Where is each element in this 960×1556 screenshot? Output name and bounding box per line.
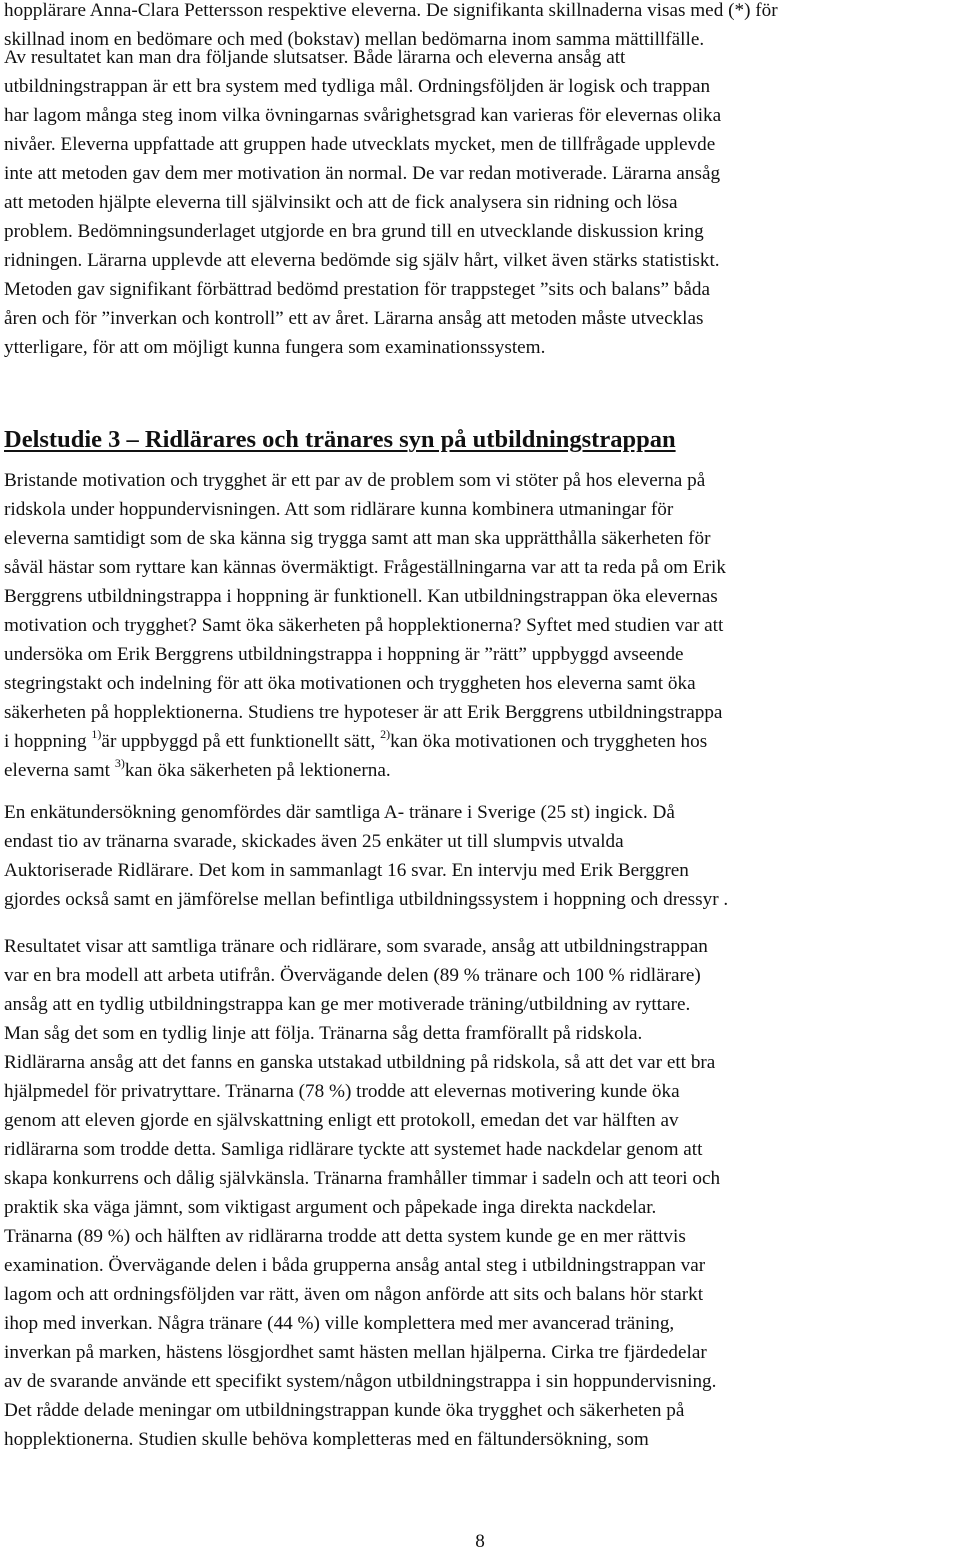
hypothesis-line <box>4 756 954 785</box>
text-line: utbildningstrappan är ett bra system med tydliga mål. Ordningsföljden är logisk och trappan <box>4 76 711 97</box>
text-line: stegringstakt och indelning för att öka motivationen och tryggheten hos eleverna samt öka <box>4 673 696 694</box>
text-line: praktik ska väga jämnt, som viktigast argument och påpekade inga direkta nackdelar. <box>4 1197 657 1218</box>
text-line: inte att metoden gav dem mer motivation än normal. De var redan motiverade. Lärarna ansåg <box>4 163 721 184</box>
hypothesis-line <box>4 727 954 756</box>
text-line: Resultatet visar att samtliga tränare och ridlärare, som svarade, ansåg att utbildningstrappan <box>4 936 708 957</box>
hypothesis-marker-1: 1) <box>91 726 102 741</box>
text-line: inverkan på marken, hästens lösgjordhet samt hästen mellan hjälperna. Cirka tre fjärdedelar <box>4 1342 707 1363</box>
text-line: säkerheten på hopplektionerna. Studiens tre hypoteser är att Erik Berggrens utbildningstrappa <box>4 702 723 723</box>
text-line: Tränarna (89 %) och hälften av ridlärarna trodde att detta system kunde ge en mer rättvis <box>4 1226 686 1247</box>
text-line: ansåg att en tydlig utbildningstrappa kan ge mer motiverade träning/utbildning av ryttare. <box>4 994 691 1015</box>
text-line: skapa konkurrens och dålig självkänsla. Tränarna framhåller timmar i sadeln och att teori och <box>4 1168 721 1189</box>
text-line: gjordes också samt en jämförelse mellan befintliga utbildningssystem i hoppning och dressyr . <box>4 889 729 910</box>
text-line: Bristande motivation och trygghet är ett par av de problem som vi stöter på hos eleverna på <box>4 470 706 491</box>
text-line: ytterligare, för att om möjligt kunna fungera som examinationssystem. <box>4 337 546 358</box>
text-line: nivåer. Eleverna uppfattade att gruppen hade utvecklats mycket, men de tillfrågade upplevde <box>4 134 716 155</box>
text-line: problem. Bedömningsunderlaget utgjorde en bra grund till en utvecklande diskussion kring <box>4 221 704 242</box>
text-line: åren och för ”inverkan och kontroll” ett av året. Lärarna ansåg att metoden måste utvecklas <box>4 308 704 329</box>
text-fragment: är uppbyggd på ett funktionellt sätt, <box>101 731 381 752</box>
text-line: genom att eleven gjorde en självskattning enligt ett protokoll, emedan det var hälften av <box>4 1110 679 1131</box>
text-line: av de svarande använde ett specifikt system/någon utbildningstrappa i sin hoppundervisning. <box>4 1371 717 1392</box>
text-line: Ridlärarna ansåg att det fanns en ganska utstakad utbildning på ridskola, så att det var ett bra <box>4 1052 716 1073</box>
text-line: eleverna samtidigt som de ska känna sig trygga samt att man ska upprätthålla säkerheten för <box>4 528 711 549</box>
text-line: En enkätundersökning genomfördes där samtliga A- tränare i Sverige (25 st) ingick. Då <box>4 802 675 823</box>
text-fragment: i hoppning <box>4 731 92 752</box>
text-line: ihop med inverkan. Några tränare (44 %) ville komplettera med mer avancerad träning, <box>4 1313 675 1334</box>
text-line: lagom och att ordningsföljden var rätt, även om någon anförde att sits och balans hör starkt <box>4 1284 704 1305</box>
text-line: ridningen. Lärarna upplevde att eleverna bedömde sig själv hårt, vilket även stärks statistiskt. <box>4 250 720 271</box>
text-fragment: eleverna samt <box>4 760 115 781</box>
method-paragraph <box>4 798 954 914</box>
text-line: ridlärarna som trodde detta. Samliga ridlärare tyckte att systemet hade nackdelar genom att <box>4 1139 703 1160</box>
text-fragment: kan öka säkerheten på lektionerna. <box>124 760 391 781</box>
text-line: Man såg det som en tydlig linje att följa. Tränarna såg detta framförallt på ridskola. <box>4 1023 643 1044</box>
background-paragraph <box>4 466 954 785</box>
hypothesis-marker-2: 2) <box>380 726 391 741</box>
findings-paragraph <box>4 932 954 1454</box>
text-line: att metoden hjälpte eleverna till självinsikt och att de fick analysera sin ridning och lösa <box>4 192 678 213</box>
results-paragraph <box>4 43 954 362</box>
text-line: var en bra modell att arbeta utifrån. Övervägande delen (89 % tränare och 100 % ridlärare) <box>4 965 701 986</box>
page-number: 8 <box>475 1531 485 1552</box>
text-line: skillnad inom en bedömare och med (bokstav) mellan bedömarna inom samma mättillfälle. <box>4 29 705 50</box>
text-line: ridskola under hoppundervisningen. Att som ridlärare kunna kombinera utmaningar för <box>4 499 674 520</box>
text-line: hopplektionerna. Studien skulle behöva kompletteras med en fältundersökning, som <box>4 1429 649 1450</box>
text-line: Metoden gav signifikant förbättrad bedömd prestation för trappsteget ”sits och balans” båda <box>4 279 710 300</box>
text-line: hjälpmedel för privatryttare. Tränarna (78 %) trodde att elevernas motivering kunde öka <box>4 1081 680 1102</box>
text-line: endast tio av tränarna svarade, skickades även 25 enkäter ut till slumpvis utvalda <box>4 831 624 852</box>
text-line: hopplärare Anna-Clara Pettersson respektive eleverna. De signifikanta skillnaderna visas med (*) för <box>4 0 778 21</box>
section-heading-text: Delstudie 3 – Ridlärares och tränares syn på utbildningstrappan <box>4 426 676 453</box>
text-line: undersöka om Erik Berggrens utbildningstrappa i hoppning är ”rätt” uppbyggd avseende <box>4 644 684 665</box>
section-heading <box>4 423 676 457</box>
text-line: såväl hästar som ryttare kan kännas övermäktigt. Frågeställningarna var att ta reda på om Erik <box>4 557 726 578</box>
text-fragment: kan öka motivationen och tryggheten hos <box>390 731 708 752</box>
text-line: Av resultatet kan man dra följande slutsatser. Både lärarna och eleverna ansåg att <box>4 47 626 68</box>
hypothesis-marker-3: 3) <box>114 755 125 770</box>
text-line: motivation och trygghet? Samt öka säkerheten på hopplektionerna? Syftet med studien var att <box>4 615 724 636</box>
text-line: Auktoriserade Ridlärare. Det kom in sammanlagt 16 svar. En intervju med Erik Berggren <box>4 860 689 881</box>
text-line: examination. Övervägande delen i båda grupperna ansåg antal steg i utbildningstrappan var <box>4 1255 706 1276</box>
text-line: Berggrens utbildningstrappa i hoppning är funktionell. Kan utbildningstrappan öka elevernas <box>4 586 718 607</box>
text-line: Det rådde delade meningar om utbildningstrappan kunde öka trygghet och säkerheten på <box>4 1400 685 1421</box>
text-line: har lagom många steg inom vilka övningarnas svårighetsgrad kan varieras för elevernas olika <box>4 105 722 126</box>
